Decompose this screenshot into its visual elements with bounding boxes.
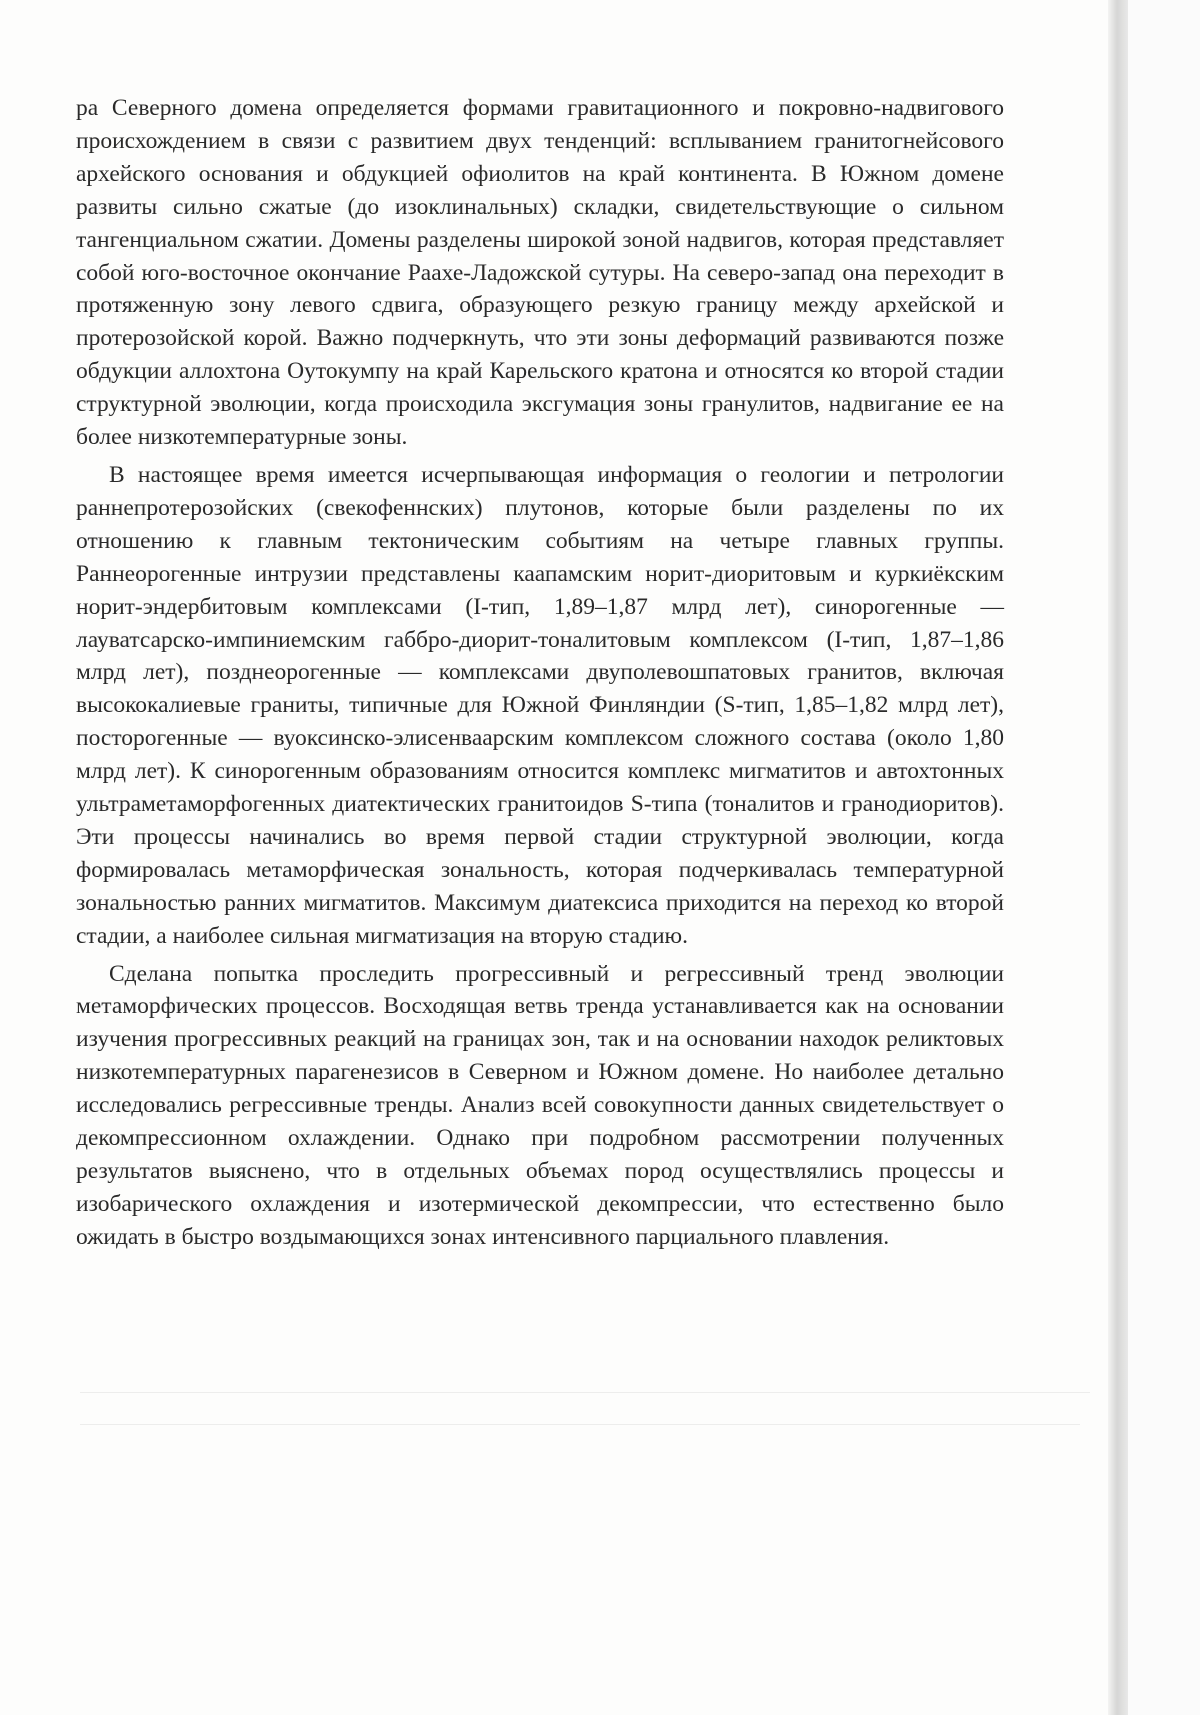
paragraph-1: ра Северного домена определяется формами гравитационного и покровно-надвигового происхождением в связи с развитием двух тенденций: всплыванием гранитогнейсового архейского основания и обдукцией офиолитов на край континента. В Южном домене развиты сильно сжатые (до изоклинальных) складки, свидетельствующие о сильном тангенциальном сжатии. Домены разделены широкой зоной надвигов, которая представляет собой юго-восточное окончание Раахе-Ладожской сутуры. На северо-запад она переходит в протяженную зону левого сдвига, образующего резкую границу между архейской и протерозойской корой. Важно подчеркнуть, что эти зоны деформаций развиваются позже обдукции аллохтона Оутокумпу на край Карельского кратона и относятся ко второй стадии структурной эволюции, когда происходила эксгумация зоны гранулитов, надвигание ее на более низкотемпературные зоны.: [76, 95, 1004, 451]
paragraph-3: Сделана попытка проследить прогрессивный и регрессивный тренд эволюции метаморфических процессов. Восходящая ветвь тренда устанавливается как на основании изучения прогрессивных реакций на границах зон, так и на основании находок реликтовых низкотемпературных парагенезисов в Северном и Южном домене. Но наиболее детально исследовались регрессивные тренды. Анализ всей совокупности данных свидетельствует о декомпрессионном охлаждении. Однако при подробном рассмотрении полученных результатов выяснено, что в отдельных объемах пород осуществлялись процессы и изобарического охлаждения и изотермической декомпрессии, что естественно было ожидать в быстро воздымающихся зонах интенсивного парциального плавления.: [76, 960, 1004, 1250]
bleed-through-line: [80, 1392, 1090, 1393]
body-text: [76, 92, 1004, 1259]
page-margin-right: [1128, 0, 1200, 1715]
bleed-through-line: [80, 1424, 1080, 1425]
paragraph-2: В настоящее время имеется исчерпывающая информация о геологии и петрологии раннепротерозойских (свекофеннских) плутонов, которые были разделены по их отношению к главным тектоническим событиям на четыре главных группы. Раннеорогенные интрузии представлены каапамским норит-диоритовым и куркиёкским норит-эндербитовым комплексами (I-тип, 1,89–1,87 млрд лет), синорогенные — лауватсарско-импиниемским габбро-диорит-тоналитовым комплексом (I-тип, 1,87–1,86 млрд лет), позднеорогенные — комплексами двуполевошпатовых гранитов, включая высококалиевые граниты, типичные для Южной Финляндии (S-тип, 1,85–1,82 млрд лет), посторогенные — вуоксинско-элисенваарским комплексом сложного состава (около 1,80 млрд лет). К синорогенным образованиям относится комплекс мигматитов и автохтонных ультраметаморфогенных диатектических гранитоидов S-типа (тоналитов и гранодиоритов). Эти процессы начинались во время первой стадии структурной эволюции, когда формировалась метаморфическая зональность, которая подчеркивалась температурной зональностью ранних мигматитов. Максимум диатексиса приходится на переход ко второй стадии, а наиболее сильная мигматизация на вторую стадию.: [76, 461, 1004, 949]
book-spine-shadow: [1108, 0, 1128, 1715]
